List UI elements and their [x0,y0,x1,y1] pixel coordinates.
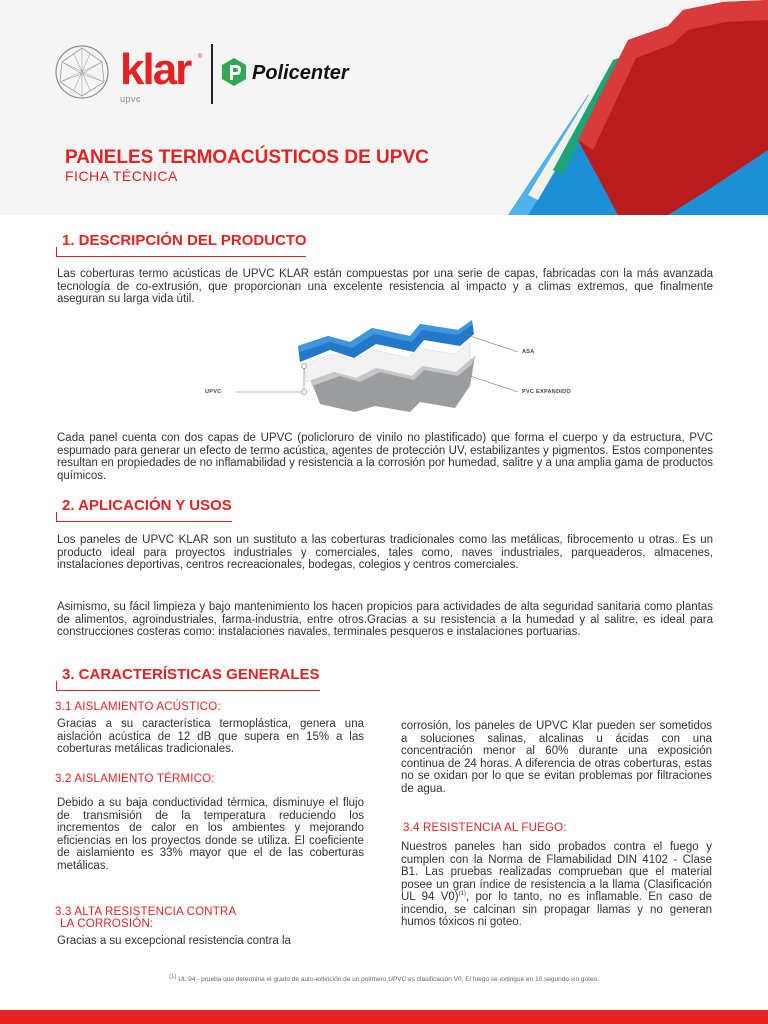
footnote [0,973,768,983]
subsection-3-4-text-part-b: , por lo tanto, no es inflamable. En caso de incendio, se calcinan sin propagar llamas y no generan humos tóxicos ni goteo. [401,891,712,928]
section-1-heading: 1. DESCRIPCIÓN DEL PRODUCTO [56,232,306,257]
subsection-3-3-heading-line-1: 3.3 ALTA RESISTENCIA CONTRA [55,906,237,918]
footnote-mark: (1) [169,973,177,980]
page-subtitle: FICHA TÉCNICA [65,168,178,184]
klar-globe-icon [54,44,110,100]
subsection-3-2-heading: 3.2 AISLAMIENTO TÉRMICO: [55,773,215,785]
footnote-text: UL 94 - prueba que determina el grado de auto-extinción de un polímero UPVC es clasificación V0. El fuego se extingue en 10 segundo sin goteo. [176,976,599,983]
klar-wordmark: klar [120,45,191,94]
section-2-paragraph-1: Los paneles de UPVC KLAR son un sustituto a las coberturas tradicionales como las metálicas, fibrocemento u otras. Es un producto ideal para proyectos industriales y comerciales, tales como, naves industriales, parqueaderos, almacenes, instalaciones deportivas, centros recreacionales, bodegas, colegios y centros comerciales. [57,534,713,571]
subsection-3-3-heading-line-2: LA CORROSIÓN: [60,918,154,930]
section-1-paragraph-2: Cada panel cuenta con dos capas de UPVC (policloruro de vinilo no plastificado) que forma el cuerpo y da estructura, PVC espumado para generar un efecto de termo acústica, agentes de protección UV, estabilizantes y pigmentos. Estos componentes resultan en propiedades de no inflamabilidad y resistencia a la corrosión por humedad, salitre y a una amplia gama de productos químicos. [57,432,713,482]
subsection-3-1-heading: 3.1 AISLAMIENTO ACÚSTICO: [55,701,221,713]
section-2-paragraph-2: Asimismo, su fácil limpieza y bajo mantenimiento los hacen propicios para actividades de alta seguridad sanitaria como plantas de alimentos, agroindustriales, farma-industria, entre otros.Gracias a su resistencia a la humedad y al salitre, es ideal para construcciones costeras como: instalaciones navales, terminales pesqueros e instalaciones portuarias. [57,601,713,638]
diagram-label-asa: ASA [522,349,535,355]
panel-layers-diagram [200,316,600,416]
section-1-paragraph-1: Las coberturas termo acústicas de UPVC KLAR están compuestas por una serie de capas, fabricadas con la más avanzada tecnología de co-extrusión, que proporcionan una excelente resistencia al impacto y a climas extremos, que finalmente aseguran su larga vida útil. [57,268,713,305]
section-2-heading: 2. APLICACIÓN Y USOS [56,497,232,522]
subsection-3-4-heading: 3.4 RESISTENCIA AL FUEGO: [403,822,567,834]
section-3-heading: 3. CARACTERÍSTICAS GENERALES [56,666,320,691]
page-title: PANELES TERMOACÚSTICOS DE UPVC [65,147,429,168]
logo-divider [211,44,213,104]
subsection-3-3-text: Gracias a su excepcional resistencia contra la [57,935,291,947]
bottom-accent-bar [0,1010,768,1024]
subsection-3-4-text [401,841,712,929]
roof-panels-image [468,0,768,215]
diagram-label-upvc: UPVC [205,389,222,395]
header-banner [0,0,768,215]
policenter-wordmark: Policenter [252,62,349,84]
subsection-3-4-text-part-a: Nuestros paneles han sido probados contra el fuego y cumplen con la Norma de Flamabilidad DIN 4102 - Clase B1. Las pruebas realizadas comprueban que el material posee un gran índice de resistencia a la llama (Clasificación UL 94 V0) [401,841,712,903]
panel-layers-illustration [200,316,600,416]
subsection-3-1-text: Gracias a su característica termoplástica, genera una aislación acústica de 12 dB que supera en 15% a las coberturas metálicas tradicionales. [57,718,364,755]
policenter-logo-icon [219,57,249,87]
klar-upvc-tagline: upvc [120,94,142,104]
diagram-label-pvc-expandido: PVC EXPANDIDO [522,389,572,395]
subsection-3-2-text: Debido a su baja conductividad térmica, disminuye el flujo de transmisión de la temperatura reduciendo los incrementos de calor en los ambientes y mejorando eficiencias en los proyectos donde se utiliza. El coeficiente de aislamiento es 33% mayor que el de las coberturas metálicas. [57,797,364,872]
subsection-3-3-text-continued: corrosión, los paneles de UPVC Klar pueden ser sometidos a soluciones salinas, alcalinas u ácidas con una concentración menor al 60% durante una exposición continua de 24 horas. A diferencia de otras coberturas, estas no se oxidan por lo que se evitan problemas por filtraciones de agua. [401,720,712,795]
klar-registered-mark: ® [198,54,203,60]
footnote-reference-1: (1) [458,891,466,898]
